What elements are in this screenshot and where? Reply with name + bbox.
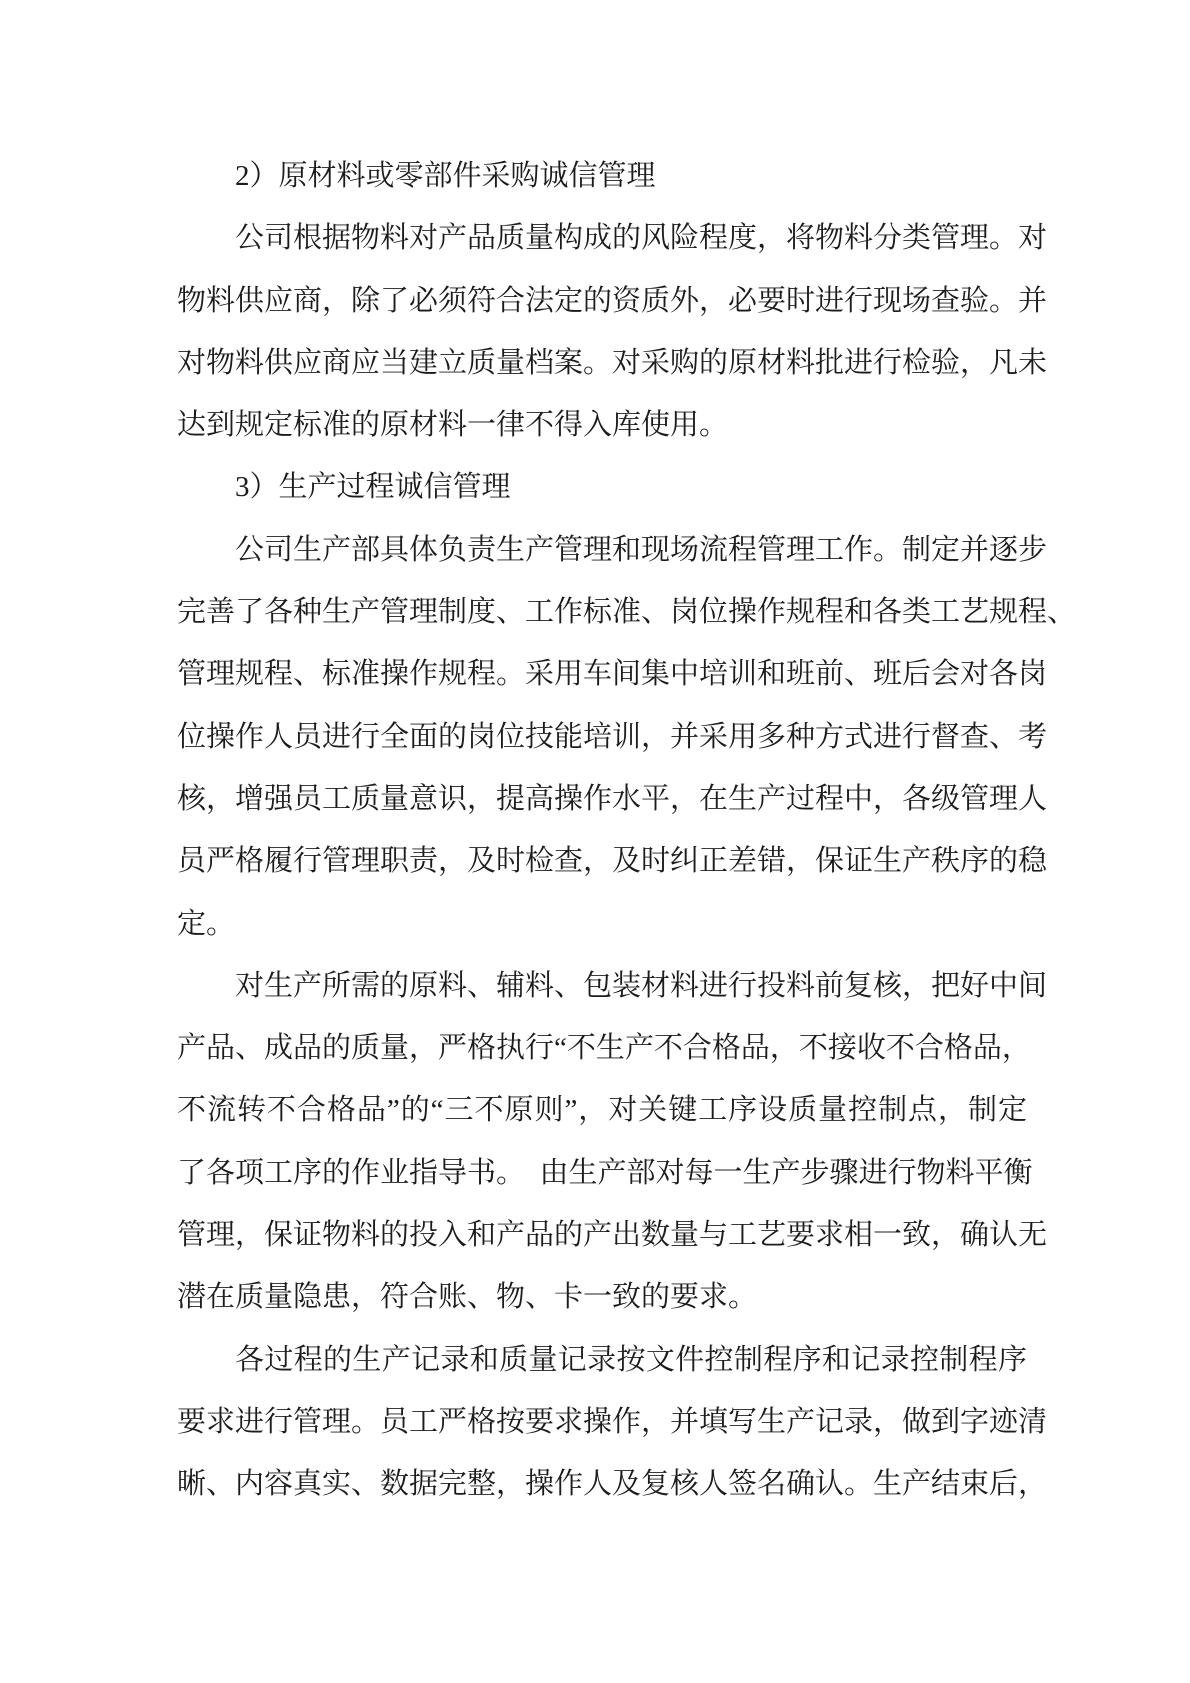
- paragraph-line: 公司生产部具体负责生产管理和现场流程管理工作。制定并逐步: [235, 533, 1048, 566]
- paragraph-line: 对物料供应商应当建立质量档案。对采购的原材料批进行检验，凡未: [177, 346, 1048, 379]
- paragraph-line: 完善了各种生产管理制度、工作标准、岗位操作规程和各类工艺规程、: [177, 596, 1077, 629]
- paragraph-line: 位操作人员进行全面的岗位技能培训，并采用多种方式进行督查、考: [177, 720, 1048, 753]
- paragraph-line: 公司根据物料对产品质量构成的风险程度，将物料分类管理。对: [235, 222, 1048, 255]
- paragraph-line: 管理规程、标准操作规程。采用车间集中培训和班前、班后会对各岗: [177, 658, 1048, 691]
- paragraph-line: 核，增强员工质量意识，提高操作水平，在生产过程中，各级管理人: [177, 782, 1048, 815]
- heading-line: 2）原材料或零部件采购诚信管理: [235, 160, 656, 192]
- paragraph-line: 产品、成品的质量，严格执行“不生产不合格品，不接收不合格品，: [177, 1032, 1031, 1065]
- paragraph-line: 物料供应商，除了必须符合法定的资质外，必要时进行现场查验。并: [177, 284, 1048, 317]
- paragraph-line: 要求进行管理。员工严格按要求操作，并填写生产记录，做到字迹清: [177, 1405, 1048, 1438]
- paragraph-line: 晰、内容真实、数据完整，操作人及复核人签名确认。生产结束后，: [177, 1468, 1048, 1501]
- paragraph-line: 不流转不合格品”的“三不原则”，对关键工序设质量控制点，制定: [177, 1094, 1027, 1127]
- paragraph-line: 了各项工序的作业指导书。 由生产部对每一生产步骤进行物料平衡: [177, 1156, 1033, 1189]
- paragraph-line: 对生产所需的原料、辅料、包装材料进行投料前复核，把好中间: [235, 969, 1048, 1002]
- paragraph-line: 各过程的生产记录和质量记录按文件控制程序和记录控制程序: [235, 1343, 1027, 1376]
- document-text-block: [177, 145, 1077, 1516]
- paragraph-line: 管理，保证物料的投入和产品的产出数量与工艺要求相一致，确认无: [177, 1219, 1048, 1252]
- paragraph-line: 定。: [177, 907, 236, 940]
- paragraph-line: 员严格履行管理职责，及时检查，及时纠正差错，保证生产秩序的稳: [177, 845, 1048, 878]
- paragraph-line: 潜在质量隐患，符合账、物、卡一致的要求。: [177, 1281, 758, 1314]
- paragraph-line: 达到规定标准的原材料一律不得入库使用。: [177, 409, 729, 442]
- heading-line: 3）生产过程诚信管理: [235, 471, 511, 504]
